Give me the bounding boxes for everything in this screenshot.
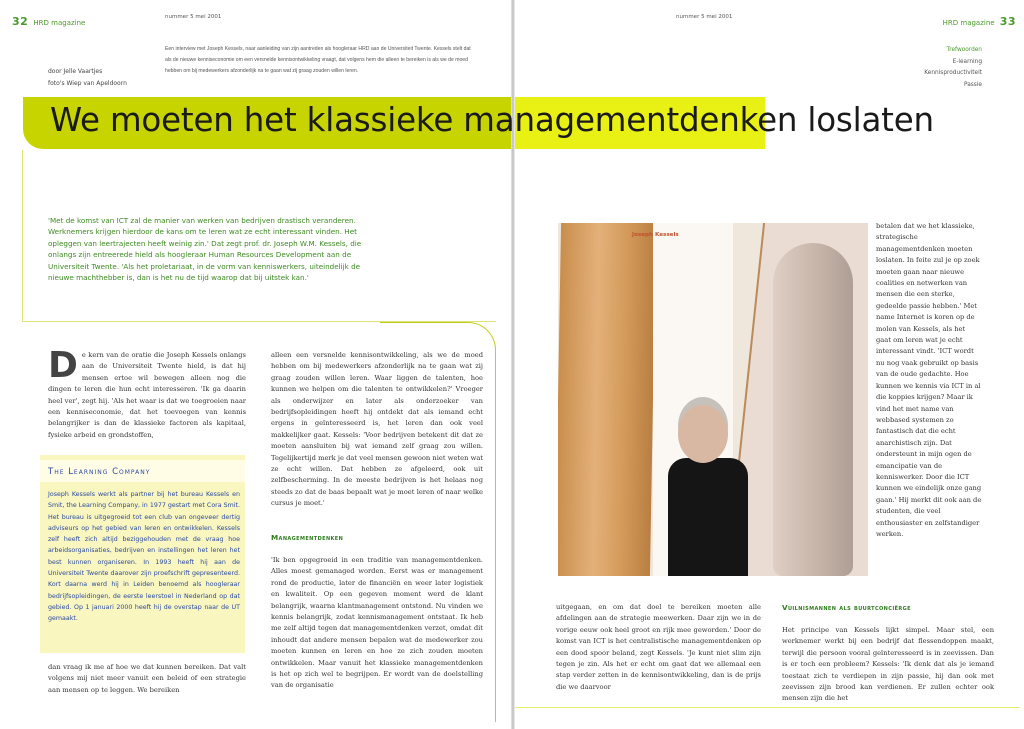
person-body	[668, 458, 748, 576]
person-head	[678, 405, 728, 463]
body-column-1-continued: dan vraag ik me af hoe we dat kunnen bereiken. Dat valt volgens mij niet meer vanuit een beleid of een strategie aan mensen op te leggen. We bereiken	[48, 663, 246, 694]
intro-text: Een interview met Joseph Kessels, naar aanleiding van zijn aantreden als hoogleraar HRD aan de Universiteit Twente. Kessels stelt dat als de nieuwe kenniseconomie om een versnelde kennisontwikkeling vraagt, dat volgens hem die alleen te bereiken is als we de moed hebben om bij medewerkers afzonderlijk na te gaan wat zij graag zouden willen leren.	[165, 46, 471, 75]
drawn-figure	[773, 243, 853, 576]
wooden-beam	[558, 223, 656, 576]
body-column-2: alleen een versnelde kennisontwikkeling, als we de moed hebben om bij medewerkers afzonderlijk na te gaan wat zij graag zouden willen leren. Waar liggen de talenten, hoe kunnen we helpen om die talenten te ontwikkelen?' Vroeger als onderwijzer en later als onderzoeker van bedrijfsopleidingen heeft hij ontdekt dat als iemand echt ergens in geïnteresseerd is, het leren dan ook veel makkelijker gaat. Kessels: 'Voor bedrijven betekent dit dat ze moeten aansluiten bij wat iemand zelf graag zou willen. Tegelijkertijd merk je dat veel mensen gewoon niet weten wat ze echt willen. Dat hebben ze afgeleerd, ook uit zelfbescherming. In de meeste bedrijven is het helaas nog steeds zo dat de baas bepaalt wat je moet leren of naar welke cursus je moet.'	[271, 351, 483, 508]
keywords-title: Trefwoorden	[946, 47, 982, 53]
drop-cap: D	[48, 345, 78, 386]
issue-right: nummer 5 mei 2001	[676, 14, 733, 20]
sidebar-title: The Learning Company	[48, 467, 151, 477]
byline-author: door Jelle Vaartjes	[48, 68, 103, 75]
lead-frame-line	[22, 150, 23, 322]
body-text: e kern van de oratie die Joseph Kessels onlangs aan de Universiteit Twente hield, is dat hij mensen ertoe wil bewegen alleen nog die dingen te leren die hun echt interesseren. 'Ik ga daarin heel ver', zegt hij. 'Als het waar is dat we toegroeien naar een kenniseconomie, dat het toevoegen van kennis belangrijker is dan de klassieke factoren als kapitaal, fysieke arbeid en grondstoffen,	[48, 351, 246, 439]
body-column-3: betalen dat we het klassieke, strategische managementdenken moeten loslaten. In feite zul je op zoek moeten gaan naar nieuwe coalities en netwerken van mensen die een sterke, gedeelde passie hebben.' Met name Internet is koren op de molen van Kessels, als het gaat om leren wat je echt interessant vindt. 'ICT wordt nu nog vaak gebruikt op basis van de oude gedachte. Hoe kunnen we kennis via ICT in al die koppies krijgen? Maar ik vind het met name van webbased systemen zo fantastisch dat die echt anarchistisch zijn. Dat ondersteunt in mijn ogen de emancipatie van de kenniswerker. Door die ICT kunnen we eindelijk onze gang gaan.' Hij merkt dit ook aan de studenten, die veel enthousiaster en zelfstandiger werken.	[876, 222, 982, 538]
keyword: Kennisproductiviteit	[924, 70, 982, 77]
subhead-managementdenken: Managementdenken	[271, 533, 344, 542]
body-column-4: uitgegaan, en om dat doel te bereiken moeten alle afdelingen aan de strategie meewerken. Daar zijn we in de vorige eeuw ook heel groot en rijk mee geworden.' Door de komst van ICT is het centralistische managementdenken op een dood spoor beland, zegt Kessels. 'Je kunt niet slim zijn tegen je zin. Als het er echt om gaat dat we allemaal een stap verder zetten in de kennisontwikkeling, dan is de prijs die we daarvoor	[556, 603, 761, 691]
bottom-rule	[515, 707, 1020, 708]
photo-caption: Joseph Kessels	[632, 232, 679, 238]
left-header	[12, 10, 85, 29]
article-title: We moeten het klassieke managementdenken loslaten	[50, 101, 934, 139]
sidebar-box	[40, 455, 245, 653]
magazine-name-left: HRD magazine	[33, 19, 86, 27]
byline-photographer: foto's Wiep van Apeldoorn	[48, 80, 127, 87]
body-column-5: Het principe van Kessels lijkt simpel. Maar stel, een werknemer werkt bij een bedrijf dat flessendoppen maakt, terwijl die persoon vooral geïnteresseerd is in zeevissen. Dan is er toch een probleem? Kessels: 'Ik denk dat als je iemand toestaat zich te verdiepen in zijn passie, hij dan ook met zeevissen zijn brood kan verdienen. Er zullen echter ook mensen zijn die het	[782, 626, 994, 703]
page-number-left: 32	[12, 15, 29, 28]
lead-paragraph: 'Met de komst van ICT zal de manier van werken van bedrijven drastisch veranderen. Werknemers krijgen hierdoor de kans om te leren wat ze echt interessant vinden. Het opleggen van leertrajecten heeft weinig zin.' Dat zegt prof. dr. Joseph W.M. Kessels, die onlangs zijn entreerede hield als hoogleraar Human Resources Development aan de Universiteit Twente. 'Als het proletariaat, in de vorm van kenniswerkers, uiteindelijk de nieuwe machthebber is, dan is het nu de tijd waarop dat bij uitstek kan.'	[48, 216, 362, 283]
keyword: E-learning	[952, 58, 982, 65]
issue-left: nummer 5 mei 2001	[165, 14, 222, 20]
sidebar-text: Joseph Kessels werkt als partner bij het bureau Kessels en Smit, the Learning Company, in 1977 gestart met Cora Smit. Het bureau is uitgegroeid tot een club van ongeveer dertig adviseurs op het gebied van leren en ontwikkelen. Kessels zelf heeft zich altijd beziggehouden met de vraag hoe arbeidsorganisaties, bedrijven en instellingen het leren het best kunnen organiseren. In 1993 heeft hij aan de Universiteit Twente daarover zijn proefschrift gepresenteerd. Kort daarna werd hij in Leiden benoemd als hoogleraar bedrijfsopleidingen, de eerste leerstoel in Nederland op dat gebied. Op 1 januari 2000 heeft hij de overstap naar de UT gemaakt.	[48, 491, 240, 623]
page-number-right: 33	[999, 15, 1016, 28]
keywords-box	[924, 45, 982, 91]
portrait-photo	[558, 223, 868, 576]
keyword: Passie	[963, 81, 982, 88]
byline	[48, 66, 127, 90]
body-column-2-continued: 'Ik ben opgegroeid in een traditie van managementdenken. Alles moest gemanaged worden. Eerst was er management rond de productie, later de financiën en weer later logistiek en kwaliteit. Op een gegeven moment werd de klant belangrijk, waarna klantmanagement ontstond. Nu vinden we kennis belangrijk, zodat kennismanagement ontstaat. Ik heb me zelf altijd tegen dat managementdenken verzet, omdat dit inhoudt dat andere mensen bepalen wat de medewerker zou moeten kunnen en leren en hoe ze zich zouden moeten ontwikkelen. Maar vanuit het klassieke managementdenken is het op zich wel te begrijpen. Er wordt van de doelstelling van de organisatie	[271, 556, 483, 690]
subhead-vuilnismannen: Vuilnismannen als buurtconciërge	[782, 603, 911, 612]
magazine-name-right: HRD magazine	[942, 19, 995, 27]
body-column-1	[48, 345, 246, 441]
right-header	[943, 10, 1016, 29]
